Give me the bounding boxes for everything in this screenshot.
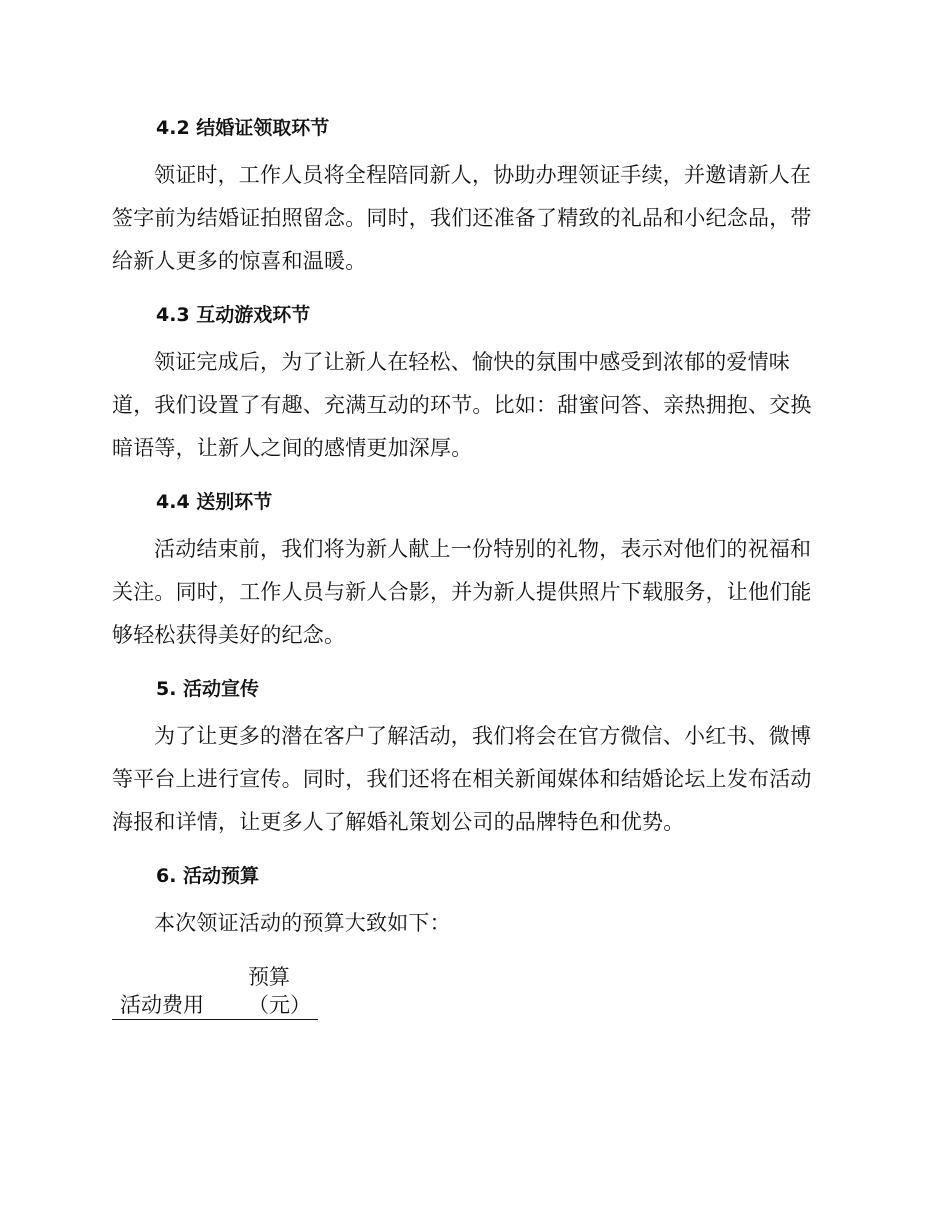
section-heading-6: 6. 活动预算 xyxy=(156,865,260,887)
section-heading-5: 5. 活动宣传 xyxy=(156,678,260,700)
section-paragraph-6: 本次领证活动的预算大致如下： xyxy=(154,911,451,935)
section-heading-4-2: 4.2 结婚证领取环节 xyxy=(156,117,330,139)
budget-header-activity-cost: 活动费用 xyxy=(112,963,248,1020)
section-paragraph-4-2: 领证时，工作人员将全程陪同新人，协助办理领证手续，并邀请新人在签字前为结婚证拍照留念。同时，我们还准备了精致的礼品和小纪念品，带给新人更多的惊喜和温暖。 xyxy=(112,163,812,273)
section-paragraph-5: 为了让更多的潜在客户了解活动，我们将会在官方微信、小红书、微博等平台上进行宣传。同时，我们还将在相关新闻媒体和结婚论坛上发布活动海报和详情，让更多人了解婚礼策划公司的品牌特色和优势。 xyxy=(112,724,812,834)
document-content xyxy=(112,108,832,1020)
section-heading-4-3: 4.3 互动游戏环节 xyxy=(156,304,311,326)
budget-table-header-row xyxy=(112,963,318,1020)
budget-table xyxy=(112,963,318,1020)
budget-header-budget-text: 预算（元） xyxy=(248,965,311,1017)
budget-header-budget xyxy=(248,963,318,1020)
section-paragraph-4-3: 领证完成后，为了让新人在轻松、愉快的氛围中感受到浓郁的爱情味道，我们设置了有趣、充满互动的环节。比如：甜蜜问答、亲热拥抱、交换暗语等，让新人之间的感情更加深厚。 xyxy=(112,350,812,460)
section-paragraph-4-4: 活动结束前，我们将为新人献上一份特别的礼物，表示对他们的祝福和关注。同时，工作人员与新人合影，并为新人提供照片下载服务，让他们能够轻松获得美好的纪念。 xyxy=(112,537,812,647)
section-heading-4-4: 4.4 送别环节 xyxy=(156,491,273,513)
